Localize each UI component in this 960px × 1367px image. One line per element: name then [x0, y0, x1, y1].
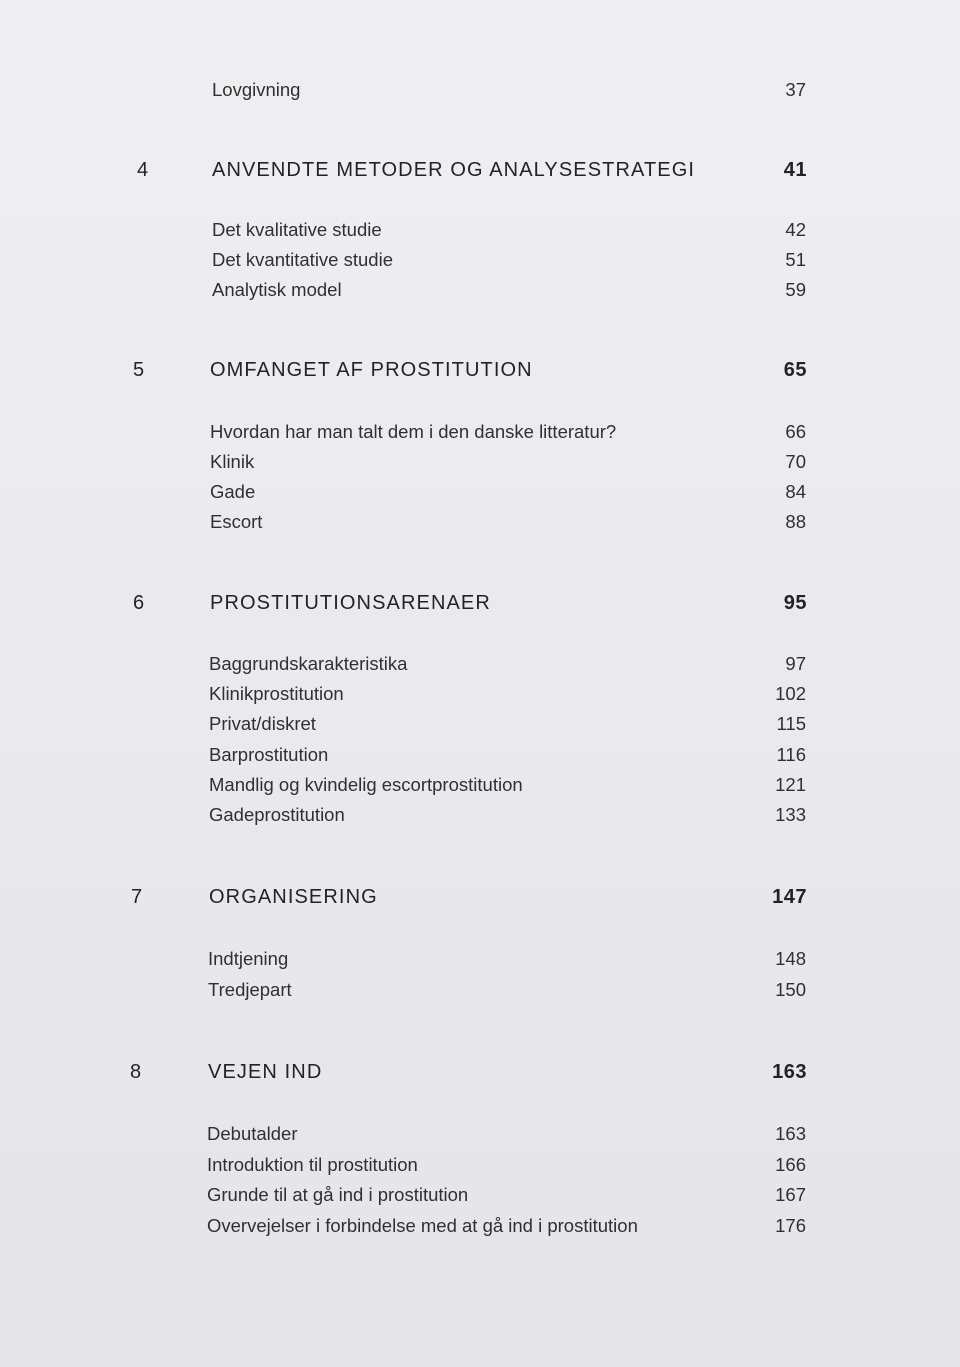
page-number: 70	[785, 451, 806, 472]
page-number: 51	[785, 249, 806, 270]
toc-entry-row	[0, 73, 960, 107]
toc-entry-row	[0, 707, 960, 741]
page-number: 88	[785, 511, 806, 532]
chapter-number: 8	[130, 1061, 143, 1083]
page-number: 163	[772, 1061, 807, 1083]
entry-title: Mandlig og kvindelig escortprostitution	[209, 774, 523, 795]
entry-title: Klinik	[210, 451, 255, 472]
page-number: 84	[785, 481, 806, 502]
toc-entry-row	[0, 213, 960, 247]
page-number: 102	[775, 683, 806, 704]
toc-entry-row	[0, 973, 960, 1007]
entry-title: Baggrundskarakteristika	[209, 653, 408, 674]
entry-title: Det kvalitative studie	[212, 219, 382, 240]
page-number: 150	[775, 979, 806, 1000]
chapter-title: PROSTITUTIONSARENAER	[210, 592, 491, 614]
page-number: 121	[775, 774, 806, 795]
toc-entry-row	[0, 942, 960, 976]
entry-title: Gadeprostitution	[209, 804, 345, 825]
toc-entry-row	[0, 738, 960, 772]
page-number: 166	[775, 1154, 806, 1175]
page-number: 116	[776, 744, 806, 765]
entry-title: Grunde til at gå ind i prostitution	[207, 1184, 469, 1205]
toc-entry-row	[0, 273, 960, 307]
entry-title: Introduktion til prostitution	[207, 1154, 418, 1175]
toc-chapter-row	[0, 1055, 960, 1089]
entry-title: Gade	[210, 481, 256, 502]
entry-title: Debutalder	[207, 1123, 298, 1144]
chapter-title: ORGANISERING	[209, 886, 378, 908]
entry-title: Overvejelser i forbindelse med at gå ind i prostitution	[207, 1215, 638, 1236]
toc-chapter-row	[0, 153, 960, 187]
page-number: 66	[785, 421, 806, 442]
page-number: 176	[775, 1215, 806, 1236]
page-number: 41	[783, 159, 807, 181]
entry-title: Escort	[210, 511, 263, 532]
toc-entry-row	[0, 798, 960, 832]
chapter-number: 7	[131, 886, 144, 908]
entry-title: Barprostitution	[209, 744, 329, 765]
page-number: 59	[785, 279, 806, 300]
toc-entry-row	[0, 1148, 960, 1182]
toc-entry-row	[0, 445, 960, 479]
chapter-title: VEJEN IND	[208, 1061, 323, 1083]
toc-entry-row	[0, 677, 960, 711]
page-number: 167	[775, 1184, 806, 1205]
toc-entry-row	[0, 475, 960, 509]
toc-entry-row	[0, 1178, 960, 1212]
toc-chapter-row	[0, 586, 960, 620]
page-number: 95	[783, 592, 807, 614]
page-number: 148	[775, 948, 806, 969]
toc-entry-row	[0, 647, 960, 681]
toc-entry-row	[0, 505, 960, 539]
toc-entry-row	[0, 1209, 960, 1243]
entry-title: Lovgivning	[212, 79, 301, 100]
page-number: 133	[775, 804, 806, 825]
chapter-number: 6	[133, 592, 146, 614]
chapter-number: 5	[133, 359, 146, 381]
toc-entry-row	[0, 768, 960, 802]
chapter-title: ANVENDTE METODER OG ANALYSESTRATEGI	[212, 159, 696, 181]
toc-chapter-row	[0, 353, 960, 387]
entry-title: Privat/diskret	[209, 713, 316, 734]
toc-entry-row	[0, 243, 960, 277]
page-number: 97	[785, 653, 806, 674]
entry-title: Analytisk model	[212, 279, 342, 300]
entry-title: Hvordan har man talt dem i den danske litteratur?	[210, 421, 617, 442]
chapter-title: OMFANGET AF PROSTITUTION	[210, 359, 533, 381]
entry-title: Tredjepart	[208, 979, 292, 1000]
page-number: 42	[785, 219, 806, 240]
toc-chapter-row	[0, 880, 960, 914]
page-number: 147	[772, 886, 807, 908]
entry-title: Indtjening	[208, 948, 289, 969]
page-number: 65	[783, 359, 807, 381]
entry-title: Det kvantitative studie	[212, 249, 393, 270]
entry-title: Klinikprostitution	[209, 683, 344, 704]
toc-entry-row	[0, 1117, 960, 1151]
page-number: 115	[776, 713, 806, 734]
chapter-number: 4	[137, 159, 150, 181]
toc-entry-row	[0, 415, 960, 449]
page-number: 37	[785, 79, 806, 100]
page-number: 163	[775, 1123, 806, 1144]
